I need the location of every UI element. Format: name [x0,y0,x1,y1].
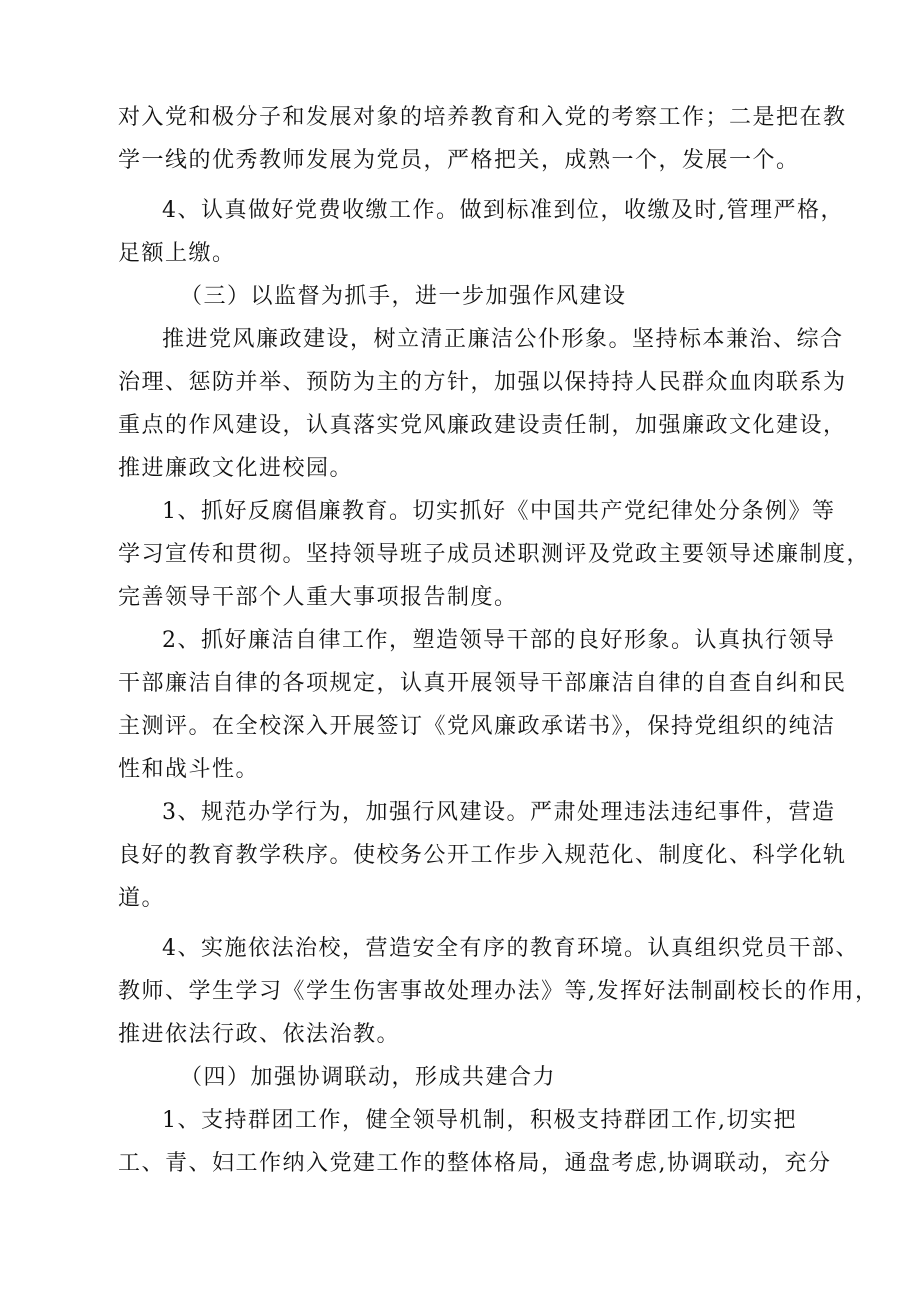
text-line: 教师、学生学习《学生伤害事故处理办法》等,发挥好法制副校长的作用， [118,979,879,1004]
text-line: 重点的作风建设，认真落实党风廉政建设责任制，加强廉政文化建设， [118,413,847,438]
text-line: 推进依法行政、依法治教。 [118,1022,401,1047]
text-line: 1、抓好反腐倡廉教育。切实抓好《中国共产党纪律处分条例》等 [162,499,836,524]
text-line: 学一线的优秀教师发展为党员，严格把关，成熟一个，发展一个。 [118,148,800,173]
text-line: 推进廉政文化进校园。 [118,456,354,481]
text-line: 对入党和极分子和发展对象的培养教育和入党的考察工作；二是把在教 [118,105,847,130]
text-line: 性和战斗性。 [118,757,260,782]
text-line: 1、支持群团工作，健全领导机制，积极支持群团工作,切实把 [162,1108,797,1133]
text-line: 2、抓好廉洁自律工作，塑造领导干部的良好形象。认真执行领导 [162,628,836,653]
text-line: 4、实施依法治校，营造安全有序的教育环境。认真组织党员干部、 [162,936,859,961]
text-line: 3、规范办学行为，加强行风建设。严肃处理违法违纪事件，营造 [162,800,836,825]
text-line: 治理、惩防并举、预防为主的方针，加强以保持持人民群众血肉联系为 [118,370,847,395]
section-heading: （四）加强协调联动，形成共建合力 [180,1065,557,1090]
text-line: 良好的教育教学秩序。使校务公开工作步入规范化、制度化、科学化轨 [118,843,847,868]
text-line: 学习宣传和贯彻。坚持领导班子成员述职测评及党政主要领导述廉制度， [118,542,871,567]
text-line: 干部廉洁自律的各项规定，认真开展领导干部廉洁自律的自查自纠和民 [118,671,847,696]
text-line: 足额上缴。 [118,241,236,266]
text-line: 工、青、妇工作纳入党建工作的整体格局，通盘考虑,协调联动，充分 [118,1151,832,1176]
text-line: 推进党风廉政建设，树立清正廉洁公仆形象。坚持标本兼治、综合 [162,327,844,352]
text-line: 主测评。在全校深入开展签订《党风廉政承诺书》，保持党组织的纯洁 [118,714,836,739]
text-line: 4、认真做好党费收缴工作。做到标准到位，收缴及时,管理严格， [162,198,844,223]
section-heading: （三）以监督为抓手，进一步加强作风建设 [180,284,627,309]
text-line: 完善领导干部个人重大事项报告制度。 [118,585,518,610]
text-line: 道。 [118,886,166,911]
